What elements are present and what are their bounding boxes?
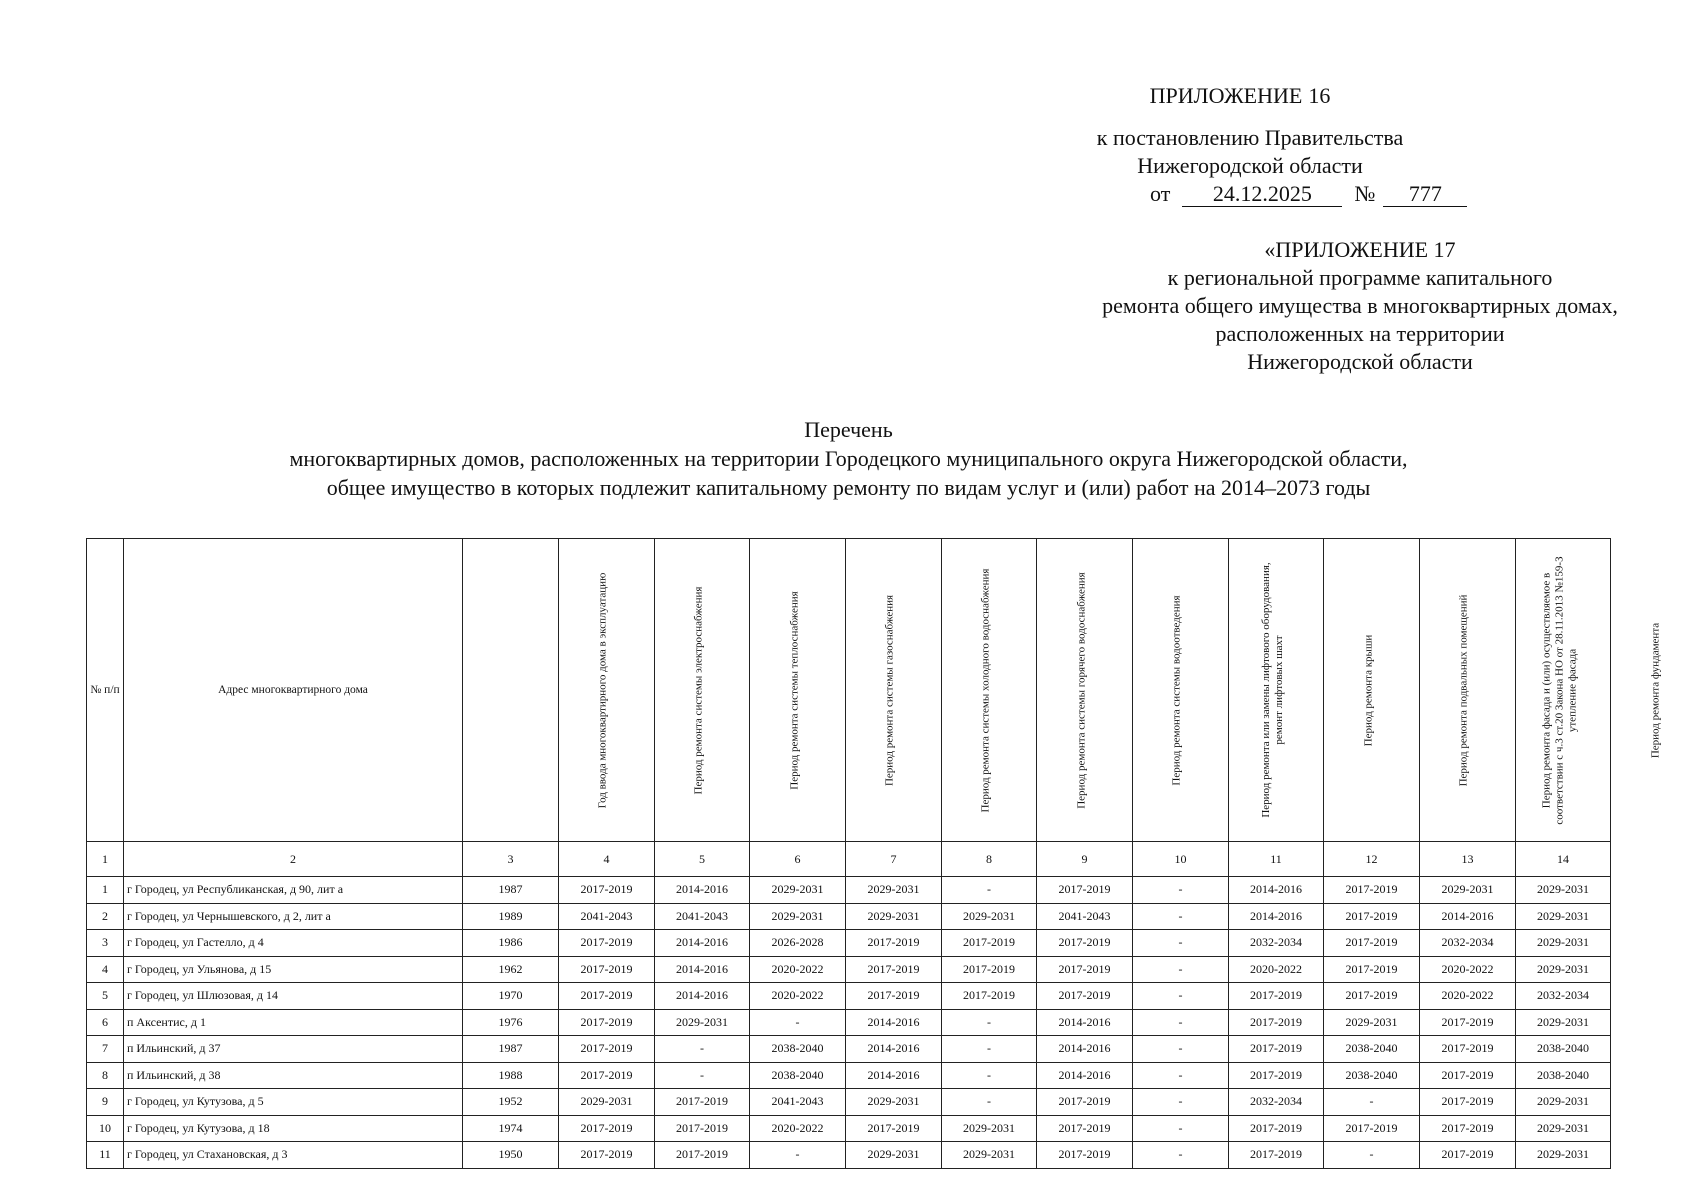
table-cell: 2029-2031 [1420, 877, 1516, 904]
table-cell: 2026-2028 [750, 930, 846, 957]
table-cell: 2029-2031 [750, 903, 846, 930]
table-row [87, 1115, 1611, 1142]
appendix-16-heading [1120, 82, 1360, 110]
table-cell: 2017-2019 [559, 983, 655, 1010]
appendix-17-line: ремонта общего имущества в многоквартирных домах, [1102, 293, 1618, 318]
table-cell: 2020-2022 [750, 1115, 846, 1142]
table-cell: 1987 [463, 877, 559, 904]
column-header-label: Период ремонта системы теплоснабжения [788, 590, 801, 790]
row-number-cell: 7 [87, 1036, 124, 1063]
table-cell: 2017-2019 [1324, 956, 1420, 983]
address-cell: г Городец, ул Шлюзовая, д 14 [124, 983, 463, 1010]
column-number-cell: 9 [1037, 842, 1133, 877]
table-cell: - [655, 1036, 750, 1063]
table-cell: 2029-2031 [559, 1089, 655, 1116]
column-number-cell: 13 [1420, 842, 1516, 877]
table-cell: 1950 [463, 1142, 559, 1169]
table-cell: - [942, 1089, 1037, 1116]
table-cell: 2014-2016 [846, 1036, 942, 1063]
table-cell: 2017-2019 [1229, 1142, 1324, 1169]
table-cell: 2017-2019 [559, 1115, 655, 1142]
table-row [87, 1142, 1611, 1169]
table-cell: 2017-2019 [942, 930, 1037, 957]
table-cell: 2017-2019 [559, 930, 655, 957]
table-cell: 2017-2019 [1420, 1036, 1516, 1063]
decree-reference: к постановлению Правительства [1096, 125, 1404, 150]
column-header-label: Период ремонта подвальных помещений [1457, 594, 1470, 786]
title-line: общее имущество в которых подлежит капитальному ремонту по видам услуг и (или) работ на 2014–2073 годы [326, 475, 1371, 500]
table-cell: 2014-2016 [846, 1062, 942, 1089]
table-cell: 2017-2019 [1420, 1142, 1516, 1169]
address-cell: г Городец, ул Республиканская, д 90, лит а [124, 877, 463, 904]
table-cell: 2017-2019 [655, 1089, 750, 1116]
table-cell: - [1133, 1062, 1229, 1089]
table-cell: 1962 [463, 956, 559, 983]
table-cell: 2029-2031 [1516, 1115, 1611, 1142]
table-cell: 2017-2019 [655, 1115, 750, 1142]
table-cell: 2017-2019 [1324, 1115, 1420, 1142]
table-cell: 1952 [463, 1089, 559, 1116]
table-cell: - [1133, 1009, 1229, 1036]
column-header: Адрес многоквартирного дома [124, 539, 463, 842]
table-cell: 2017-2019 [559, 877, 655, 904]
table-cell: - [1133, 956, 1229, 983]
table-cell: 2014-2016 [1037, 1036, 1133, 1063]
row-number-cell: 4 [87, 956, 124, 983]
column-header-label: Период ремонта системы водоотведения [1170, 594, 1183, 786]
table-cell: 2020-2022 [1229, 956, 1324, 983]
table-cell: 2032-2034 [1229, 1089, 1324, 1116]
table-cell: 2020-2022 [750, 983, 846, 1010]
appendix-17-line: к региональной программе капитального [1167, 265, 1553, 290]
appendix-17-line: «ПРИЛОЖЕНИЕ 17 [1264, 237, 1456, 262]
column-header-label: Период ремонта системы электроснабжения [692, 586, 705, 794]
table-cell: 2029-2031 [1516, 1089, 1611, 1116]
table-cell: 2029-2031 [750, 877, 846, 904]
column-number-cell: 14 [1516, 842, 1611, 877]
table-cell: 2017-2019 [1420, 1062, 1516, 1089]
from-label: от [1150, 181, 1171, 206]
table-cell: - [1133, 930, 1229, 957]
table-cell: 2020-2022 [1420, 956, 1516, 983]
table-cell: 2041-2043 [750, 1089, 846, 1116]
table-cell: - [942, 1009, 1037, 1036]
table-cell: 2020-2022 [750, 956, 846, 983]
table-cell: 2041-2043 [559, 903, 655, 930]
table-row [87, 930, 1611, 957]
table-cell: 2014-2016 [655, 983, 750, 1010]
decree-number: 777 [1383, 182, 1467, 207]
table-cell: 2032-2034 [1516, 983, 1611, 1010]
address-cell: п Ильинский, д 37 [124, 1036, 463, 1063]
table-cell: - [942, 1062, 1037, 1089]
table-cell: 2014-2016 [1229, 903, 1324, 930]
row-number-cell: 1 [87, 877, 124, 904]
table-cell: - [750, 1009, 846, 1036]
table-cell: 2029-2031 [1516, 903, 1611, 930]
table-cell: 2017-2019 [1324, 930, 1420, 957]
table-cell: 2029-2031 [1516, 1009, 1611, 1036]
table-cell: 2029-2031 [1516, 930, 1611, 957]
column-header-label: Год ввода многоквартирного дома в эксплуатацию [596, 572, 609, 808]
decree-date-number [1150, 180, 1500, 208]
table-cell: 1970 [463, 983, 559, 1010]
table-cell: 2017-2019 [1037, 930, 1133, 957]
table-cell: 2038-2040 [1324, 1062, 1420, 1089]
table-cell: 2014-2016 [846, 1009, 942, 1036]
row-number-cell: 11 [87, 1142, 124, 1169]
column-number-row [87, 842, 1611, 877]
row-number-cell: 8 [87, 1062, 124, 1089]
table-cell: 2017-2019 [559, 1009, 655, 1036]
table-cell: 2017-2019 [942, 956, 1037, 983]
buildings-table [86, 538, 1662, 1169]
column-header-label: Период ремонта фундамента [1649, 622, 1662, 758]
table-cell: 2017-2019 [846, 1115, 942, 1142]
column-number-cell: 3 [463, 842, 559, 877]
column-number-cell: 6 [750, 842, 846, 877]
table-cell: 2017-2019 [1037, 983, 1133, 1010]
table-cell: 2017-2019 [1037, 1142, 1133, 1169]
table-cell: - [942, 877, 1037, 904]
table-cell: 2029-2031 [942, 1115, 1037, 1142]
table-cell: 1986 [463, 930, 559, 957]
table-cell: 1987 [463, 1036, 559, 1063]
table-cell: 2017-2019 [1229, 1062, 1324, 1089]
table-cell: - [1133, 1142, 1229, 1169]
table-cell: 2041-2043 [1037, 903, 1133, 930]
row-number-cell: 3 [87, 930, 124, 957]
table-cell: - [1133, 903, 1229, 930]
table-cell: 2017-2019 [1037, 877, 1133, 904]
column-number-cell: 4 [559, 842, 655, 877]
table-cell: 2029-2031 [942, 1142, 1037, 1169]
address-cell: г Городец, ул Кутузова, д 18 [124, 1115, 463, 1142]
title-line: многоквартирных домов, расположенных на территории Городецкого муниципального округа Нижегородской области, [289, 446, 1408, 471]
column-header [463, 539, 609, 842]
table-cell: 2038-2040 [1516, 1062, 1611, 1089]
address-cell: п Аксентис, д 1 [124, 1009, 463, 1036]
table-row [87, 1089, 1611, 1116]
table-cell: 1976 [463, 1009, 559, 1036]
table-row [87, 1036, 1611, 1063]
table-cell: 1988 [463, 1062, 559, 1089]
table-cell: 2017-2019 [1037, 1115, 1133, 1142]
address-cell: г Городец, ул Гастелло, д 4 [124, 930, 463, 957]
appendix-16-label: ПРИЛОЖЕНИЕ [1149, 83, 1303, 108]
table-cell: - [1324, 1089, 1420, 1116]
table-cell: 2017-2019 [559, 1142, 655, 1169]
table-cell: 2017-2019 [846, 983, 942, 1010]
table-row [87, 903, 1611, 930]
appendix-16-number: 16 [1308, 83, 1331, 108]
number-label: № [1354, 181, 1376, 206]
table-cell: 2038-2040 [750, 1036, 846, 1063]
column-header-label: Период ремонта системы горячего водоснабжения [1075, 571, 1088, 809]
document-title [0, 416, 1697, 503]
table-cell: 2014-2016 [655, 877, 750, 904]
table-row [87, 956, 1611, 983]
column-header-label: Период ремонта или замены лифтового оборудования, ремонт лифтовых шахт [1260, 562, 1285, 818]
table-cell: 1989 [463, 903, 559, 930]
table-cell: - [1324, 1142, 1420, 1169]
table-cell: 2017-2019 [1324, 983, 1420, 1010]
table-row [87, 1062, 1611, 1089]
decree-date: 24.12.2025 [1182, 182, 1342, 207]
decree-region: Нижегородской области [1137, 153, 1363, 178]
table-cell: 2029-2031 [655, 1009, 750, 1036]
table-cell: 2014-2016 [1420, 903, 1516, 930]
address-cell: г Городец, ул Ульянова, д 15 [124, 956, 463, 983]
table-cell: 2029-2031 [1516, 1142, 1611, 1169]
row-number-cell: 9 [87, 1089, 124, 1116]
table-cell: 2029-2031 [846, 903, 942, 930]
table-cell: - [750, 1142, 846, 1169]
column-header: № п/п [87, 539, 124, 842]
table-cell: 2017-2019 [1037, 956, 1133, 983]
table-cell: 2017-2019 [1420, 1089, 1516, 1116]
table-row [87, 983, 1611, 1010]
table-row [87, 877, 1611, 904]
address-cell: г Городец, ул Чернышевского, д 2, лит а [124, 903, 463, 930]
column-number-cell: 8 [942, 842, 1037, 877]
table-cell: 2038-2040 [1516, 1036, 1611, 1063]
table-cell: 2014-2016 [1037, 1062, 1133, 1089]
table-cell: 2017-2019 [559, 1062, 655, 1089]
column-number-cell: 1 [87, 842, 124, 877]
table-cell: 1974 [463, 1115, 559, 1142]
table-cell: 2017-2019 [1420, 1009, 1516, 1036]
table-cell: - [1133, 983, 1229, 1010]
table-cell: 2014-2016 [655, 930, 750, 957]
table-cell: - [1133, 877, 1229, 904]
row-number-cell: 10 [87, 1115, 124, 1142]
column-number-cell: 12 [1324, 842, 1420, 877]
column-header-label: Период ремонта крыши [1362, 634, 1375, 746]
table-cell: 2041-2043 [655, 903, 750, 930]
table-cell: 2017-2019 [1229, 1036, 1324, 1063]
table-cell: - [1133, 1115, 1229, 1142]
table-row [87, 1009, 1611, 1036]
table-cell: 2017-2019 [559, 956, 655, 983]
table-cell: 2029-2031 [846, 1089, 942, 1116]
table-cell: 2038-2040 [750, 1062, 846, 1089]
table-cell: 2029-2031 [942, 903, 1037, 930]
column-number-cell: 7 [846, 842, 942, 877]
column-number-cell: 10 [1133, 842, 1229, 877]
row-number-cell: 2 [87, 903, 124, 930]
table-cell: 2029-2031 [846, 1142, 942, 1169]
table-cell: 2017-2019 [846, 930, 942, 957]
table-body [87, 877, 1611, 1169]
table-cell: - [942, 1036, 1037, 1063]
table-cell: 2017-2019 [1037, 1089, 1133, 1116]
table-cell: 2017-2019 [1324, 877, 1420, 904]
row-number-cell: 6 [87, 1009, 124, 1036]
table-cell: 2014-2016 [1229, 877, 1324, 904]
column-number-cell: 2 [124, 842, 463, 877]
table-cell: 2029-2031 [846, 877, 942, 904]
table-cell: 2017-2019 [1420, 1115, 1516, 1142]
title-line: Перечень [804, 417, 893, 442]
table-cell: 2017-2019 [655, 1142, 750, 1169]
table-cell: 2017-2019 [1324, 903, 1420, 930]
table-cell: 2038-2040 [1324, 1036, 1420, 1063]
column-header-label: Период ремонта фасада и (или) осуществляемое в соответствии с ч.3 ст.20 Закона НО от 28.11.2013 №159-З утепление фасада [1540, 555, 1579, 825]
table-cell: 2029-2031 [1516, 956, 1611, 983]
table-header-row [87, 539, 1611, 842]
address-cell: п Ильинский, д 38 [124, 1062, 463, 1089]
table-cell: 2017-2019 [1229, 1115, 1324, 1142]
table-cell: 2029-2031 [1324, 1009, 1420, 1036]
column-header-label: Период ремонта системы газоснабжения [883, 594, 896, 786]
address-cell: г Городец, ул Кутузова, д 5 [124, 1089, 463, 1116]
appendix-17-line: Нижегородской области [1247, 349, 1473, 374]
table-cell: 2029-2031 [1516, 877, 1611, 904]
table-cell: - [655, 1062, 750, 1089]
table-cell: 2017-2019 [559, 1036, 655, 1063]
column-number-cell: 11 [1229, 842, 1324, 877]
address-cell: г Городец, ул Стахановская, д 3 [124, 1142, 463, 1169]
table-cell: 2017-2019 [1229, 1009, 1324, 1036]
table-cell: - [1133, 1089, 1229, 1116]
table-cell: 2014-2016 [655, 956, 750, 983]
table-cell: 2020-2022 [1420, 983, 1516, 1010]
appendix-17-block [1020, 236, 1697, 376]
table-cell: 2017-2019 [1229, 983, 1324, 1010]
table-cell: 2017-2019 [846, 956, 942, 983]
column-header-label: Период ремонта системы холодного водоснабжения [979, 568, 992, 812]
column-number-cell: 5 [655, 842, 750, 877]
table-cell: 2032-2034 [1229, 930, 1324, 957]
appendix-17-line: расположенных на территории [1215, 321, 1505, 346]
table-cell: 2014-2016 [1037, 1009, 1133, 1036]
table-cell: 2017-2019 [942, 983, 1037, 1010]
row-number-cell: 5 [87, 983, 124, 1010]
table-cell: 2032-2034 [1420, 930, 1516, 957]
table-cell: - [1133, 1036, 1229, 1063]
